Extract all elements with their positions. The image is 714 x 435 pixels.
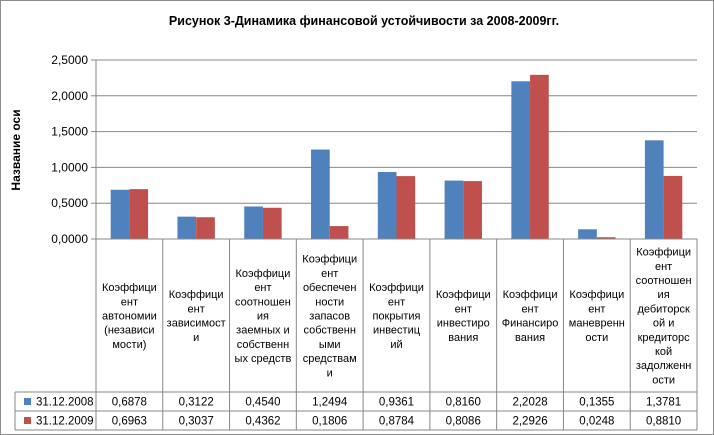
legend-key-2 — [24, 417, 31, 424]
category-label-line: ых средств — [234, 353, 292, 366]
category-label-line: кредиторс — [637, 331, 690, 344]
bar-1-3 — [244, 206, 263, 239]
category-label-line: ент — [187, 303, 205, 316]
category-label-line: задолженн — [635, 360, 692, 373]
data-label-1-8: 0,1355 — [579, 396, 615, 409]
y-tick-label: 2,5000 — [51, 53, 88, 67]
category-label-line: Коэффици — [369, 282, 424, 295]
category-label-line: Коэффици — [168, 289, 224, 302]
data-label-1-9: 1,3781 — [646, 396, 682, 409]
axes — [51, 53, 697, 246]
chart-title: Рисунок 3-Динамика финансовой устойчивости за 2008-2009гг. — [168, 14, 560, 28]
data-label-1-1: 0,6878 — [111, 396, 147, 409]
category-label-line: мости) — [112, 338, 147, 351]
category-label-line: собственн — [303, 324, 356, 337]
data-label-2-2: 0,3037 — [178, 415, 214, 428]
category-label-line: Коэффици — [235, 267, 291, 280]
category-label-line: Коэффици — [435, 289, 491, 302]
category-label-line: Коэффици — [636, 246, 692, 259]
bars — [111, 75, 683, 239]
category-label-line: ости — [585, 331, 609, 344]
data-label-1-3: 0,4540 — [245, 396, 281, 409]
data-label-1-2: 0,3122 — [178, 396, 214, 409]
category-label-line: инвестиц — [372, 324, 421, 337]
category-label-line: заемных и — [236, 324, 290, 337]
data-label-1-4: 1,2494 — [312, 396, 348, 409]
category-label-line: вания — [448, 331, 479, 344]
category-label-3 — [235, 268, 292, 365]
data-label-2-9: 0,8810 — [646, 415, 682, 428]
bar-1-7 — [511, 81, 530, 239]
y-tick-label: 0,5000 — [51, 196, 88, 211]
data-label-2-3: 0,4362 — [245, 415, 281, 428]
bar-2-4 — [330, 226, 349, 239]
series-name-2: 31.12.2009 — [36, 415, 94, 428]
category-label-line: ыми — [318, 338, 341, 351]
category-label-line: соотношен — [635, 275, 692, 287]
category-label-line: и — [326, 367, 333, 380]
data-label-2-4: 0,1806 — [312, 415, 348, 428]
data-label-2-6: 0,8086 — [445, 415, 481, 428]
category-label-4 — [302, 254, 357, 380]
category-label-6 — [436, 289, 491, 344]
data-table — [15, 239, 697, 430]
category-label-line: ент — [454, 303, 472, 316]
category-label-line: зависимост — [166, 317, 226, 330]
category-label-line: ент — [654, 260, 673, 273]
category-label-line: дебиторск — [637, 303, 690, 316]
bar-2-7 — [530, 75, 549, 239]
bar-2-9 — [664, 176, 683, 239]
y-axis-label: Название оси — [9, 109, 23, 191]
category-label-line: Коэффици — [569, 289, 625, 302]
category-label-line: ия — [256, 310, 269, 323]
y-tick-label: 1,5000 — [51, 124, 88, 139]
category-label-8 — [569, 289, 625, 344]
category-label-line: покрытия — [372, 310, 421, 323]
bar-1-8 — [578, 229, 597, 239]
data-label-2-8: 0,0248 — [579, 415, 615, 428]
data-label-2-5: 0,8784 — [378, 415, 415, 428]
legend-key-1 — [24, 398, 31, 405]
category-label-1 — [102, 282, 157, 351]
bar-1-2 — [177, 217, 196, 239]
category-label-line: кой — [655, 346, 673, 358]
category-label-line: Коэффици — [302, 253, 358, 266]
bar-1-5 — [378, 172, 397, 239]
bar-2-6 — [463, 181, 482, 239]
data-label-1-6: 0,8160 — [445, 396, 481, 409]
category-label-line: Коэффици — [502, 289, 558, 302]
data-label-2-7: 2,2926 — [512, 415, 548, 428]
y-tick-label: 2,0000 — [51, 88, 88, 103]
category-label-line: соотношен — [235, 296, 291, 309]
category-label-line: собственн — [236, 338, 290, 351]
category-label-line: ой и — [652, 317, 675, 330]
bar-2-1 — [129, 189, 148, 239]
data-label-1-7: 2,2028 — [512, 396, 548, 409]
category-label-line: ия — [657, 289, 670, 302]
category-label-line: ент — [387, 296, 406, 309]
bar-1-4 — [311, 150, 330, 239]
category-label-line: ент — [254, 282, 272, 295]
category-label-9 — [636, 247, 692, 387]
bar-1-9 — [645, 140, 664, 239]
bar-1-6 — [445, 181, 464, 239]
category-label-line: ент — [321, 267, 339, 280]
data-label-2-1: 0,6963 — [111, 415, 147, 428]
category-label-line: (независи — [104, 324, 155, 337]
bar-1-1 — [111, 190, 130, 239]
category-label-line: Коэффици — [101, 282, 157, 295]
category-label-line: ости — [652, 374, 676, 387]
data-label-1-5: 0,9361 — [378, 396, 415, 409]
category-label-5 — [369, 282, 424, 351]
category-label-line: запасов — [309, 310, 351, 323]
category-label-line: и — [193, 331, 200, 344]
y-tick-label: 1,0000 — [51, 160, 88, 175]
bar-2-5 — [397, 176, 416, 239]
bar-2-2 — [196, 217, 215, 239]
category-label-line: ент — [120, 296, 139, 309]
category-label-line: инвестиро — [436, 317, 490, 330]
category-label-7 — [502, 289, 559, 344]
series-name-1: 31.12.2008 — [36, 396, 94, 409]
category-label-line: автономии — [101, 310, 157, 323]
category-label-line: средствам — [302, 353, 357, 366]
category-label-line: вания — [515, 331, 546, 344]
y-tick-label: 0,0000 — [51, 232, 88, 246]
category-label-line: Финансиро — [501, 317, 559, 330]
category-label-line: ности — [315, 296, 345, 309]
category-label-2 — [167, 289, 226, 344]
bar-2-3 — [263, 208, 282, 239]
category-label-line: ент — [588, 303, 606, 316]
category-label-line: маневренн — [568, 317, 625, 330]
category-label-line: ий — [390, 338, 403, 351]
category-label-line: ент — [521, 303, 539, 316]
category-label-line: обеспечен — [302, 282, 357, 295]
